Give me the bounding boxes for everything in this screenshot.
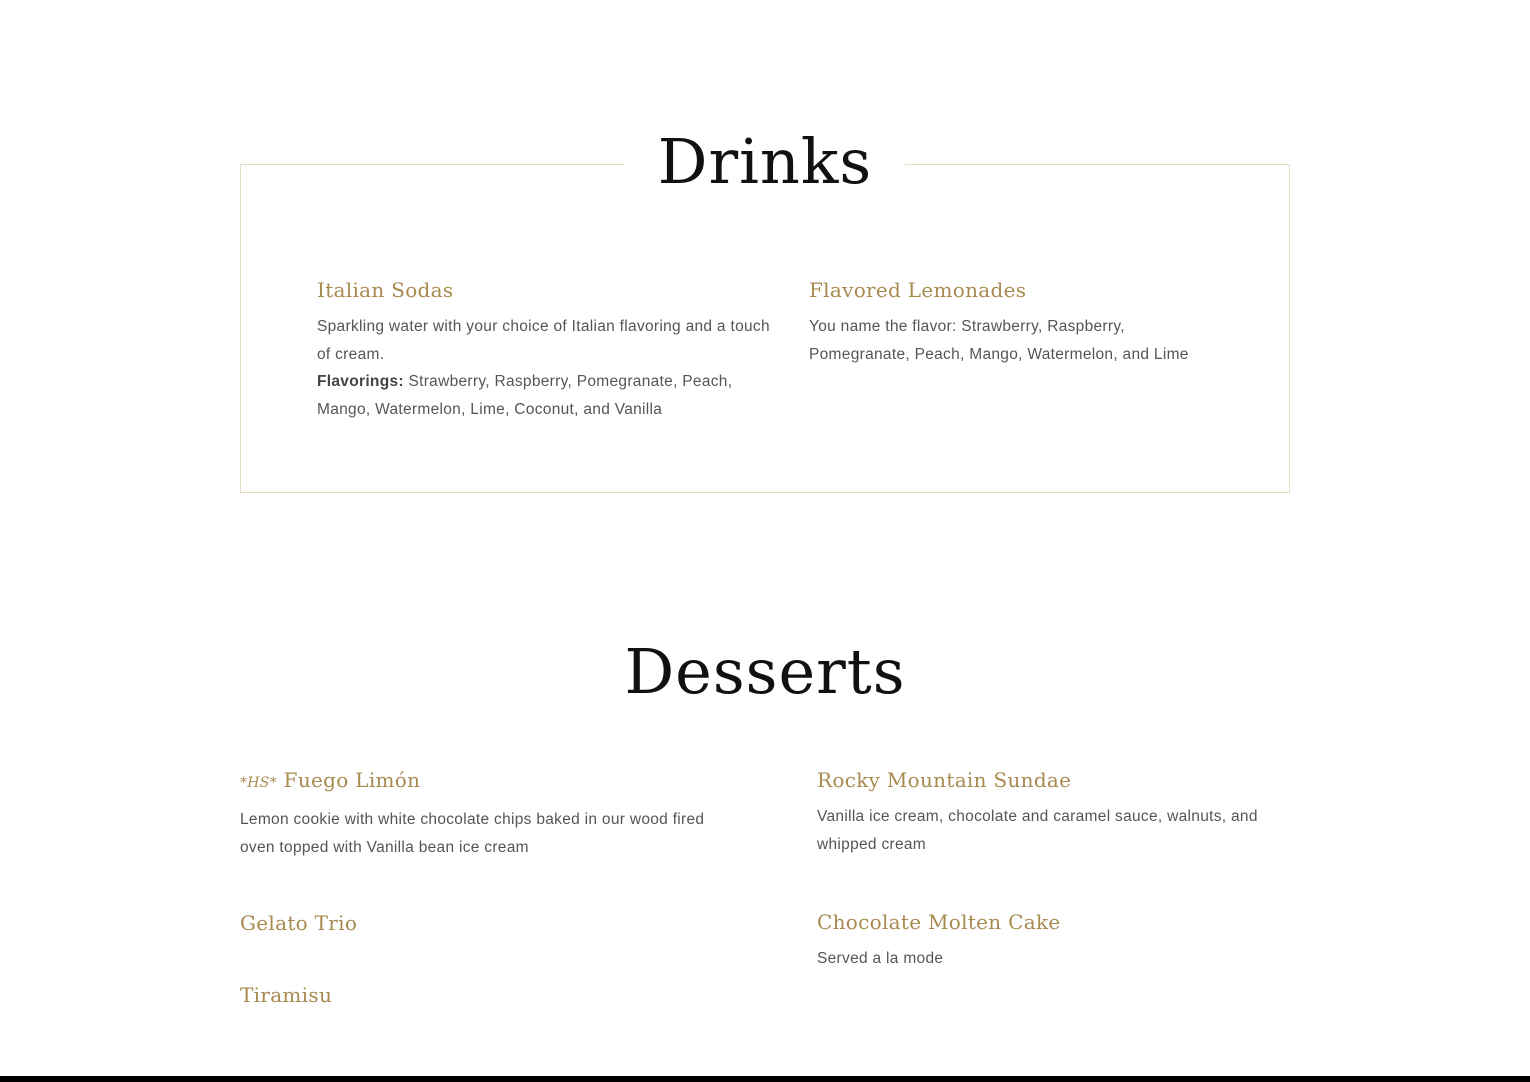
menu-item-name: Flavored Lemonades — [809, 278, 1027, 302]
menu-item-description: You name the flavor: Strawberry, Raspberry, Pomegranate, Peach, Mango, Watermelon, and Lime — [809, 318, 1189, 363]
menu-item-description — [317, 313, 777, 423]
desserts-section-title: Desserts — [624, 635, 906, 708]
menu-item-name: Italian Sodas — [317, 278, 454, 302]
menu-item-name-text: Fuego Limón — [277, 768, 421, 792]
menu-item-name: Rocky Mountain Sundae — [817, 768, 1072, 792]
menu-item-flavored-lemonades — [809, 278, 1199, 368]
menu-item-rocky-mountain-sundae — [817, 768, 1287, 858]
menu-item-fuego-limon — [240, 768, 730, 861]
flavorings-label: Flavorings: — [317, 373, 404, 390]
menu-item-gelato-trio — [240, 911, 730, 946]
drinks-section-title: Drinks — [657, 125, 873, 198]
menu-item-description: Lemon cookie with white chocolate chips baked in our wood fired oven topped with Vanilla bean ice cream — [240, 811, 705, 856]
menu-item-name: Gelato Trio — [240, 911, 358, 935]
menu-item-name: Tiramisu — [240, 983, 333, 1007]
flavorings-list: Strawberry, Raspberry, Pomegranate, Peach, Mango, Watermelon, Lime, Coconut, and Vanilla — [317, 373, 733, 418]
menu-item-italian-sodas — [317, 278, 777, 423]
house-special-tag: *HS* — [240, 775, 277, 791]
footer-edge-bar — [0, 1076, 1530, 1082]
menu-item-description: Vanilla ice cream, chocolate and caramel sauce, walnuts, and whipped cream — [817, 808, 1258, 853]
menu-item-description: Served a la mode — [817, 950, 944, 967]
menu-item-name: Chocolate Molten Cake — [817, 910, 1061, 934]
menu-item-name — [240, 768, 730, 795]
menu-item-chocolate-molten-cake — [817, 910, 1287, 973]
menu-item-tiramisu — [240, 983, 730, 1018]
menu-item-description-text: Sparkling water with your choice of Italian flavoring and a touch of cream. — [317, 318, 770, 363]
